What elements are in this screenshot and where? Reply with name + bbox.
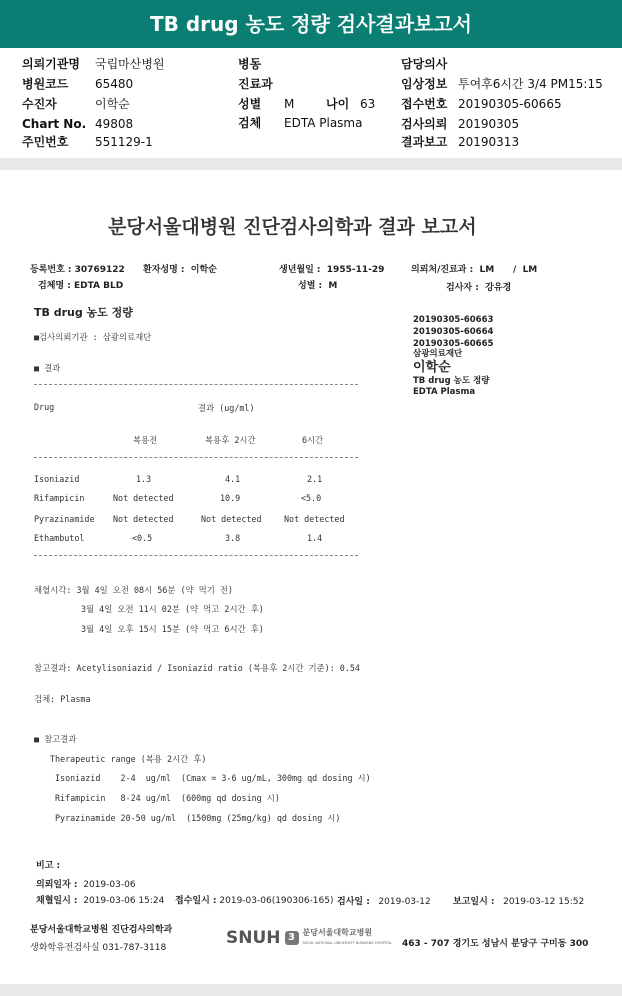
client2-value: LM — [522, 265, 538, 275]
label-num: 20190305-60664 — [413, 327, 494, 337]
label-num: 20190305-60665 — [413, 339, 494, 349]
clinical-label: 임상정보 — [401, 77, 448, 91]
pname-value: 이학순 — [190, 265, 217, 275]
row-6h: 2.1 — [307, 474, 323, 484]
age-label: 나이 — [326, 97, 350, 111]
ref-result: 참고결과: Acetylisoniazid / Isoniazid ratio (복용후 2시간 기준): 0.54 — [34, 663, 360, 673]
label-num: 20190305-60663 — [413, 315, 494, 325]
spec-value: EDTA Plasma — [284, 116, 363, 130]
results-heading: ■ 결과 — [34, 363, 61, 373]
row-drug: Pyrazinamide — [34, 514, 95, 524]
range-line: Rifampicin 8-24 ug/ml (600mg qd dosing 시) — [55, 793, 280, 803]
scan-title: 분당서울대병원 진단검사의학과 결과 보고서 — [108, 216, 477, 238]
label-test: TB drug 농도 정량 — [413, 376, 490, 386]
sampling-line: 채혈시각: 3월 4일 오전 08시 56분 (약 먹기 전) — [34, 585, 233, 595]
dob-label: 생년월일 : — [279, 265, 321, 275]
range-line: Isoniazid 2-4 ug/ml (Cmax = 3-6 ug/mL, 300mg qd dosing 시) — [55, 773, 371, 783]
report-time-value: 2019-03-12 15:52 — [503, 897, 585, 907]
clinical-value: 투여후6시간 3/4 PM15:15 — [458, 77, 603, 91]
row-6h: Not detected — [284, 514, 345, 524]
bottom-strip — [0, 984, 622, 996]
test-date-label: 검사일 : — [337, 897, 370, 907]
row-6h: <5.0 — [301, 493, 322, 503]
client-label: 의뢰처/진료과 : — [411, 265, 474, 275]
footer-address: 463 - 707 경기도 성남시 분당구 구미동 300 — [402, 939, 589, 949]
req-value: 20190305 — [458, 117, 520, 131]
report-title: TB drug 농도 정량 검사결과보고서 — [150, 12, 472, 36]
row-6h: 1.4 — [307, 533, 323, 543]
sub-2h: 복용후 2시간 — [205, 435, 256, 445]
ther-range: Therapeutic range (복용 2시간 후) — [50, 754, 207, 764]
doctor-label: 담당의사 — [401, 57, 448, 71]
row-pre: <0.5 — [132, 533, 153, 543]
rsex-label: 성별 : — [298, 281, 323, 291]
logo-sub: 분당서울대학교병원 — [302, 928, 373, 937]
client-value: LM — [479, 265, 495, 275]
id-value: 551129-1 — [95, 135, 153, 149]
row-2h: 4.1 — [225, 474, 241, 484]
id-label: 주민번호 — [22, 135, 69, 149]
test-date-value: 2019-03-12 — [378, 897, 431, 907]
row-drug: Isoniazid — [34, 474, 80, 484]
patient-value: 이학순 — [95, 97, 130, 111]
spec-name-label: 검체명 : — [38, 281, 71, 291]
sub-6h: 6시간 — [302, 435, 324, 445]
report-time-label: 보고일시 : — [453, 897, 495, 907]
sampling-line: 3월 4일 오후 15시 15분 (약 먹고 6시간 후) — [81, 624, 264, 634]
req-label: 검사의뢰 — [401, 117, 448, 131]
age-value: 63 — [360, 97, 376, 111]
logo-sub-en: SEOUL NATIONAL UNIVERSITY BUNDANG HOSPITAL — [302, 941, 392, 945]
range-line: Pyrazinamide 20-50 ug/ml (1500mg (25mg/kg) qd dosing 시) — [55, 813, 341, 823]
reg-value: 30769122 — [74, 265, 125, 275]
client-sep: / — [512, 265, 517, 275]
logo-mark-icon: 3 — [285, 931, 299, 945]
rule-2 — [34, 457, 358, 458]
col-result: 결과 (ug/ml) — [198, 403, 255, 413]
row-drug: Ethambutol — [34, 533, 85, 543]
report-title-bar — [0, 0, 622, 48]
hospital-logo — [226, 928, 392, 948]
draw-label: 채혈일시 : — [36, 896, 78, 906]
scanned-report — [0, 170, 622, 996]
sampling-line: 3월 4일 오전 11시 02분 (약 먹고 2시간 후) — [81, 604, 264, 614]
chart-label: Chart No. — [22, 117, 87, 131]
recv-value: 20190305-60665 — [458, 97, 562, 111]
row-pre: Not detected — [113, 514, 174, 524]
recv-time-label: 접수일시 : — [175, 896, 217, 906]
row-2h: 10.9 — [220, 493, 241, 503]
label-spec: EDTA Plasma — [413, 387, 476, 397]
row-2h: 3.8 — [225, 533, 241, 543]
draw-value: 2019-03-06 15:24 — [83, 896, 165, 906]
row-pre: Not detected — [113, 493, 174, 503]
spec-name-value: EDTA BLD — [73, 281, 124, 291]
tester-value: 강유경 — [485, 283, 512, 293]
row-pre: 1.3 — [136, 474, 152, 484]
code-value: 65480 — [95, 77, 134, 91]
pname-label: 환자성명 : — [143, 265, 185, 275]
code-label: 병원코드 — [22, 77, 69, 91]
footer-hospital: 분당서울대학교병원 진단검사의학과 — [30, 925, 173, 935]
ward-label: 병동 — [238, 57, 262, 71]
rule-1 — [34, 384, 358, 385]
label-org: 삼광의료재단 — [413, 349, 463, 359]
note-label: 비고 : — [36, 861, 61, 871]
req-date-label: 의뢰일자 : — [36, 880, 78, 890]
agency-line: ■검사의뢰기관 : 삼광의료재단 — [34, 332, 152, 342]
dob-value: 1955-11-29 — [326, 265, 385, 275]
sex-label: 성별 — [238, 97, 262, 111]
rsex-value: M — [328, 281, 338, 291]
test-name: TB drug 농도 정량 — [34, 306, 133, 319]
reg-label: 등록번호 : — [30, 265, 72, 275]
spec-label: 검체 — [238, 116, 262, 130]
ref-heading: ■ 참고결과 — [34, 734, 77, 744]
rep-label: 결과보고 — [401, 135, 448, 149]
rep-value: 20190313 — [458, 135, 520, 149]
divider — [0, 158, 622, 170]
specimen-line: 검체: Plasma — [34, 694, 91, 704]
recv-time-value: 2019-03-06(190306-165) — [219, 896, 334, 906]
org-value: 국립마산병원 — [95, 57, 165, 71]
sub-pre: 복용전 — [133, 435, 158, 445]
logo-text: SNUH — [226, 928, 281, 948]
req-date-value: 2019-03-06 — [83, 880, 136, 890]
org-label: 의뢰기관명 — [22, 57, 80, 71]
col-drug: Drug — [34, 402, 55, 412]
label-name: 이학순 — [413, 360, 451, 375]
dept-label: 진료과 — [238, 77, 273, 91]
patient-label: 수진자 — [22, 97, 57, 111]
sex-value: M — [284, 97, 295, 111]
row-drug: Rifampicin — [34, 493, 85, 503]
chart-value: 49808 — [95, 117, 134, 131]
recv-label: 접수번호 — [401, 97, 448, 111]
tester-label: 검사자 : — [446, 283, 479, 293]
footer-dept: 생화학유전검사실 031-787-3118 — [30, 943, 167, 953]
row-2h: Not detected — [201, 514, 262, 524]
rule-3 — [34, 555, 358, 556]
specimen-label — [413, 314, 493, 398]
